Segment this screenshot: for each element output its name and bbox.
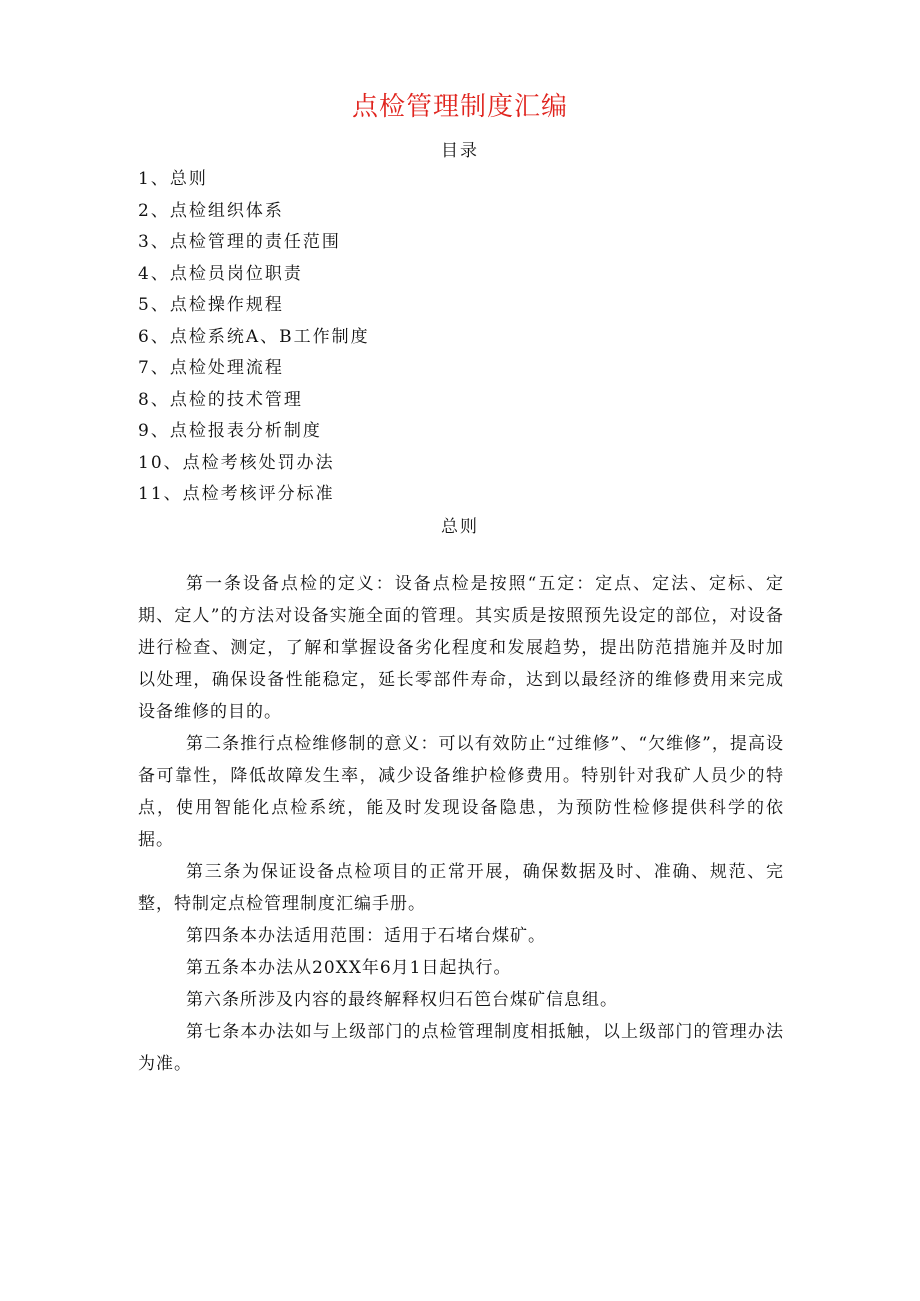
toc-item: 8、点检的技术管理: [138, 389, 303, 410]
toc-heading: 目录: [441, 141, 479, 161]
section-heading: 总则: [441, 517, 479, 537]
toc-item: 3、点检管理的责任范围: [138, 232, 341, 252]
article-paragraph: 第六条所涉及内容的最终解释权归石笆台煤矿信息组。: [186, 990, 618, 1010]
article-paragraph: 第四条本办法适用范围：适用于石堵台煤矿。: [186, 926, 546, 946]
toc-item: 6、点检系统A、B工作制度: [138, 326, 370, 347]
table-of-contents: [138, 164, 370, 511]
article-paragraph: 第一条设备点检的定义：设备点检是按照“五定：定点、定法、定标、定期、定人”的方法对设备实施全面的管理。其实质是按照预先设定的部位，对设备进行检查、测定，了解和掌握设备劣化程度和发展趋势，提出防范措施并及时加以处理，确保设备性能稳定，延长零部件寿命，达到以最经济的维修费用来完成设备维修的目的。: [138, 574, 784, 722]
article-paragraph: 第三条为保证设备点检项目的正常开展，确保数据及时、准确、规范、完整，特制定点检管理制度汇编手册。: [138, 862, 784, 914]
toc-item: 1、总则: [138, 169, 208, 189]
article-paragraph: 第五条本办法从20XX年6月1日起执行。: [186, 958, 512, 978]
toc-item: 10、点检考核处罚办法: [138, 452, 335, 473]
toc-item: 2、点检组织体系: [138, 200, 284, 221]
article-paragraph: 第二条推行点检维修制的意义：可以有效防止“过维修”、“欠维修”，提高设备可靠性，降低故障发生率，减少设备维护检修费用。特别针对我矿人员少的特点，使用智能化点检系统，能及时发现设备隐患，为预防性检修提供科学的依据。: [138, 734, 784, 850]
article-paragraph: 第七条本办法如与上级部门的点检管理制度相抵触，以上级部门的管理办法为准。: [138, 1022, 784, 1074]
section-body: [138, 568, 784, 1080]
document-title: 点检管理制度汇编: [351, 92, 568, 122]
toc-item: 5、点检操作规程: [138, 295, 284, 315]
toc-item: 11、点检考核评分标准: [138, 484, 335, 504]
toc-item: 7、点检处理流程: [138, 358, 284, 378]
toc-item: 4、点检员岗位职责: [138, 263, 303, 284]
toc-item: 9、点检报表分析制度: [138, 421, 322, 441]
